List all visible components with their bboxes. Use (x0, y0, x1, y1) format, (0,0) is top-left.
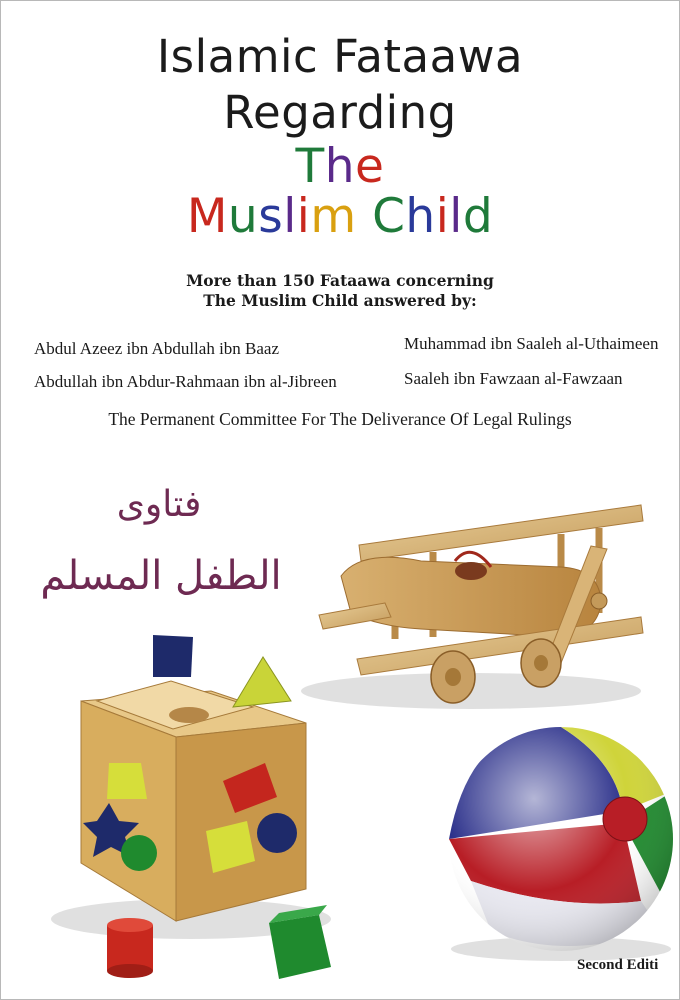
scholar-ibn-al-jibreen: Abdullah ibn Abdur-Rahmaan ibn al-Jibreen (34, 372, 337, 391)
committee-line: The Permanent Committee For The Deliverance Of Legal Rulings (108, 409, 572, 429)
edition-label: Second Editi (577, 957, 659, 973)
title-letter: l (283, 189, 297, 244)
title-letter: m (310, 189, 357, 244)
title-letter: d (462, 189, 494, 244)
arabic-title-line-1: فتاوى (116, 484, 202, 525)
title-letter: s (258, 189, 284, 244)
title-letter: i (296, 189, 311, 244)
arabic-title-line-2: الطفل المسلم (40, 553, 282, 599)
title-letter: C (372, 189, 406, 244)
title-line-2: Regarding (223, 86, 457, 139)
title-letter: u (227, 189, 259, 244)
title-letter: T (295, 139, 325, 194)
title-letter: h (324, 139, 356, 194)
cover-artwork (1, 1, 679, 999)
title-line-1: Islamic Fataawa (156, 30, 524, 83)
title-letter: l (449, 189, 463, 244)
title-letter: i (435, 189, 450, 244)
beach-ball (441, 721, 679, 961)
title-letter: e (355, 139, 385, 194)
title-letter: M (186, 189, 228, 244)
wooden-biplane-toy (301, 505, 643, 709)
wooden-shape-sorter-cube (51, 635, 331, 939)
title-letter: h (405, 189, 436, 244)
scholar-al-fawzaan: Saaleh ibn Fawzaan al-Fawzaan (404, 369, 623, 388)
scholar-al-uthaimeen: Muhammad ibn Saaleh al-Uthaimeen (404, 334, 659, 353)
red-cylinder-block (107, 918, 153, 978)
subtitle-line-2: The Muslim Child answered by: (203, 291, 477, 310)
subtitle-line-1: More than 150 Fataawa concerning (186, 271, 494, 290)
scholar-ibn-baaz: Abdul Azeez ibn Abdullah ibn Baaz (34, 339, 280, 358)
